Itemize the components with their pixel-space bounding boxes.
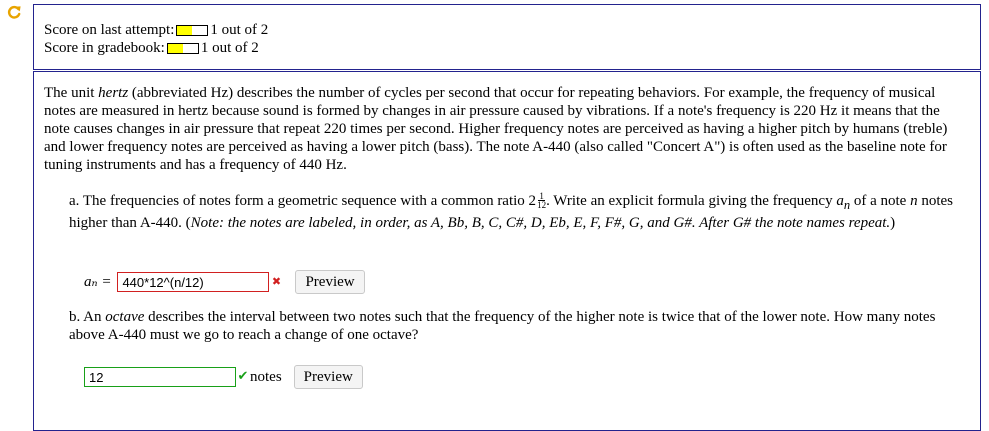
part-a-n: n [910, 193, 918, 209]
part-a-variable: a [836, 193, 844, 209]
problem-panel [33, 71, 981, 431]
score-last-attempt-label: Score on last attempt: [44, 22, 175, 38]
score-summary [33, 4, 981, 70]
correct-icon: ✔ [237, 369, 249, 384]
part-a-preview-button[interactable]: Preview [295, 270, 364, 294]
problem-intro [44, 84, 969, 174]
score-last-attempt [44, 21, 980, 39]
score-gradebook-value: 1 out of 2 [200, 40, 259, 56]
part-a-question [69, 192, 969, 232]
score-gradebook-label: Score in gradebook: [44, 40, 165, 56]
part-a-answer-input[interactable] [117, 272, 269, 292]
part-a-mid2: of a note [850, 193, 911, 209]
part-b-answer-input[interactable] [84, 367, 236, 387]
part-a-mid: . Write an explicit formula giving the frequency [546, 193, 837, 209]
part-b-answer-row [84, 365, 363, 389]
score-gradebook-bar [167, 43, 199, 54]
part-a-tail: notes higher than A-440. ( [69, 193, 953, 231]
exponent-denominator: 12 [537, 200, 547, 210]
exponent-numerator: 1 [539, 191, 544, 201]
score-last-attempt-bar [176, 25, 208, 36]
part-b-unit: notes [250, 369, 282, 385]
exponent-fraction [537, 192, 546, 209]
incorrect-icon: ✖ [271, 275, 282, 288]
part-a-note: Note: the notes are labeled, in order, as A, Bb, B, C, C#, D, Eb, E, F, F#, G, and G#. After G# the note names repeat. [190, 215, 891, 231]
retry-icon[interactable] [6, 4, 22, 20]
intro-text-2: (abbreviated Hz) describes the number of cycles per second that occur for repeating behaviors. For example, the frequency of musical notes are measured in hertz because sound is formed by changes in air pressure caused by vibrations. If a note's frequency is 220 Hz it means that the note causes changes in air pressure that repeat 220 times per second. Higher frequency notes are perceived as having a higher pitch by humans (treble) and lower frequency notes are perceived as having a lower pitch (bass). The note A-440 (also called "Concert A") is often used as the baseline note for tuning instruments and has a frequency of 440 Hz. [44, 85, 948, 173]
intro-text-1: The unit [44, 85, 99, 101]
part-a-lead: a. The frequencies of notes form a geometric sequence with a common ratio 2 [69, 193, 537, 209]
part-b-lead: b. An [69, 309, 106, 325]
score-last-attempt-value: 1 out of 2 [210, 22, 269, 38]
score-gradebook [44, 39, 980, 57]
part-b-text: describes the interval between two notes such that the frequency of the higher note is twice that of the lower note. How many notes above A-440 must we go to reach a change of one octave? [69, 309, 936, 343]
part-b-question [69, 308, 969, 344]
part-a-close: ) [890, 215, 896, 231]
part-b-octave: octave [105, 309, 145, 325]
part-b-preview-button[interactable]: Preview [294, 365, 363, 389]
intro-hertz: hertz [98, 85, 129, 101]
formula-label: aₙ = [84, 274, 112, 290]
part-a-answer-row [84, 270, 365, 294]
part-a-variable-subscript: n [843, 198, 851, 212]
